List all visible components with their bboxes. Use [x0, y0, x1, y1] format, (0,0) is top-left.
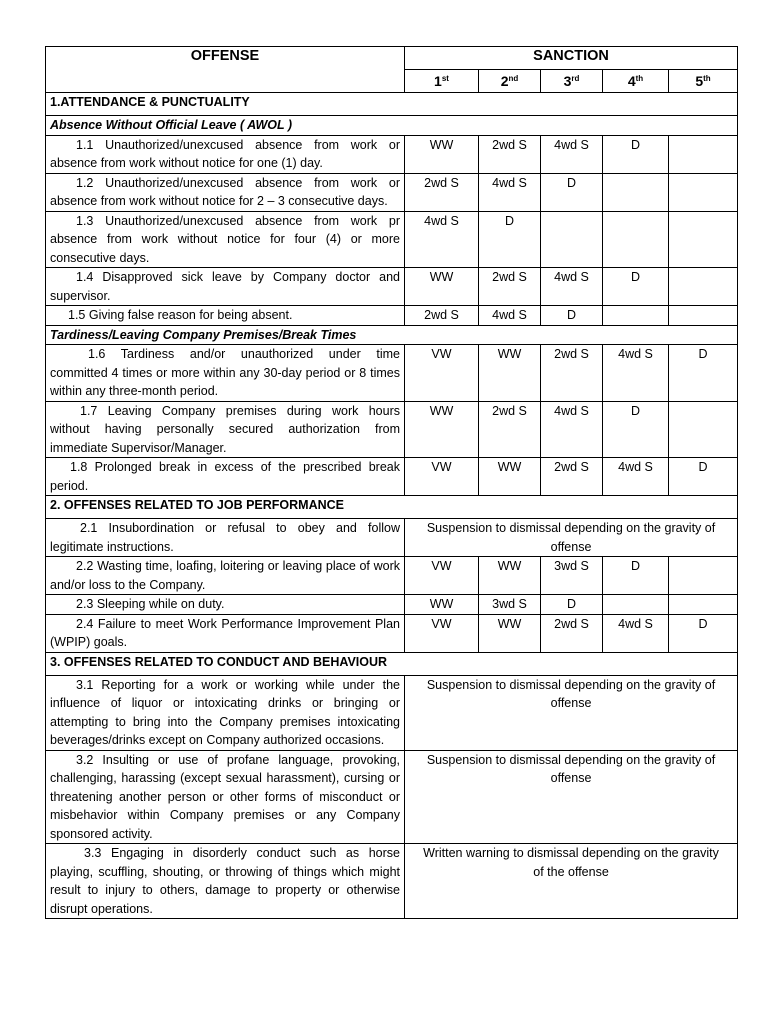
- subsection-row: [46, 325, 738, 345]
- sanction-cell: D: [603, 268, 669, 306]
- sanction-cell: 4wd S: [479, 173, 541, 211]
- sanction-cell: [603, 306, 669, 326]
- sanction-cell: D: [669, 458, 738, 496]
- sanction-cell: D: [603, 135, 669, 173]
- offense-row-2-3: [46, 595, 738, 615]
- merged-sanction-cell: Suspension to dismissal depending on the gravity of offense: [405, 750, 738, 844]
- sanction-cell: D: [669, 345, 738, 402]
- offense-row-3-2: [46, 750, 738, 844]
- sanction-cell: 4wd S: [603, 614, 669, 652]
- sanction-cell: VW: [405, 614, 479, 652]
- sanction-cell: D: [669, 614, 738, 652]
- offense-description: 1.4 Disapproved sick leave by Company doctor and supervisor.: [46, 268, 405, 306]
- sanction-cell: 4wd S: [603, 458, 669, 496]
- sanctions-table: [45, 46, 738, 919]
- sanction-cell: WW: [405, 595, 479, 615]
- offense-description: 2.3 Sleeping while on duty.: [46, 595, 405, 615]
- sanction-cell: D: [603, 401, 669, 458]
- offense-row-2-4: [46, 614, 738, 652]
- offense-description: 3.2 Insulting or use of profane language, provoking, challenging, harassing (except sexual harassment), cursing or threatening another person or other forms of misconduct or misbehavior within Company premises or any Company sponsored activity.: [46, 750, 405, 844]
- sanction-cell: [541, 211, 603, 268]
- offense-description: 2.4 Failure to meet Work Performance Improvement Plan (WPIP) goals.: [46, 614, 405, 652]
- sanction-cell: 4wd S: [479, 306, 541, 326]
- sanction-cell: 2wd S: [479, 135, 541, 173]
- sanction-cell: 2wd S: [479, 401, 541, 458]
- sanction-cell: WW: [479, 614, 541, 652]
- sanction-cell: 3wd S: [479, 595, 541, 615]
- sanction-cell: 3wd S: [541, 557, 603, 595]
- occurrence-2nd: 2nd: [479, 70, 541, 93]
- sanction-cell: 2wd S: [541, 614, 603, 652]
- offense-row-1-5: [46, 306, 738, 326]
- sanction-cell: D: [603, 557, 669, 595]
- sanction-cell: WW: [479, 345, 541, 402]
- occurrence-1st: 1st: [405, 70, 479, 93]
- offense-description: 1.2 Unauthorized/unexcused absence from work or absence from work without notice for 2 – 3 consecutive days.: [46, 173, 405, 211]
- sanction-cell: WW: [405, 135, 479, 173]
- sanction-cell: 2wd S: [541, 345, 603, 402]
- sanction-cell: [669, 306, 738, 326]
- offense-description: 3.3 Engaging in disorderly conduct such as horse playing, scuffling, shouting, or throwing of things which might result to injury to others, damage to property or otherwise disrupt operations.: [46, 844, 405, 919]
- offense-row-1-4: [46, 268, 738, 306]
- sanction-cell: 4wd S: [405, 211, 479, 268]
- sanction-cell: [603, 595, 669, 615]
- offense-row-1-7: [46, 401, 738, 458]
- sanction-cell: D: [541, 173, 603, 211]
- offense-row-1-8: [46, 458, 738, 496]
- sanction-cell: [669, 595, 738, 615]
- sanction-cell: 2wd S: [479, 268, 541, 306]
- sanction-cell: VW: [405, 345, 479, 402]
- subsection-awol: Absence Without Official Leave ( AWOL ): [46, 116, 738, 136]
- sanction-cell: [669, 173, 738, 211]
- offense-description: 1.5 Giving false reason for being absent.: [46, 306, 405, 326]
- section-row: [46, 652, 738, 675]
- sanction-cell: [669, 557, 738, 595]
- header-row: [46, 47, 738, 70]
- merged-sanction-cell: Written warning to dismissal depending on the gravity of the offense: [405, 844, 738, 919]
- subsection-row: [46, 116, 738, 136]
- sanction-cell: 2wd S: [405, 306, 479, 326]
- sanction-cell: 2wd S: [541, 458, 603, 496]
- offense-description: 2.1 Insubordination or refusal to obey and follow legitimate instructions.: [46, 519, 405, 557]
- sanction-cell: [669, 401, 738, 458]
- sanction-cell: [669, 268, 738, 306]
- sanction-cell: [603, 211, 669, 268]
- merged-sanction-cell: Suspension to dismissal depending on the gravity of offense: [405, 519, 738, 557]
- sanction-cell: 2wd S: [405, 173, 479, 211]
- sanction-cell: D: [541, 595, 603, 615]
- sanction-cell: D: [479, 211, 541, 268]
- section-attendance: 1.ATTENDANCE & PUNCTUALITY: [46, 93, 738, 116]
- sanction-cell: 4wd S: [603, 345, 669, 402]
- offense-description: 3.1 Reporting for a work or working while under the influence of liquor or intoxicating drinks or bringing or attempting to bring into the Company premises intoxicating beverages/drinks except on Company authorized occasions.: [46, 675, 405, 750]
- offense-row-3-3: [46, 844, 738, 919]
- offense-description: 1.8 Prolonged break in excess of the prescribed break period.: [46, 458, 405, 496]
- sanction-cell: VW: [405, 557, 479, 595]
- sanction-cell: 4wd S: [541, 268, 603, 306]
- offense-row-2-1: [46, 519, 738, 557]
- offense-header: OFFENSE: [46, 47, 405, 93]
- sanction-header: SANCTION: [405, 47, 738, 70]
- sanction-cell: VW: [405, 458, 479, 496]
- offense-row-3-1: [46, 675, 738, 750]
- sanction-cell: WW: [405, 401, 479, 458]
- offense-description: 1.6 Tardiness and/or unauthorized under time committed 4 times or more within any 30-day period or 8 times within any three-month period.: [46, 345, 405, 402]
- occurrence-4th: 4th: [603, 70, 669, 93]
- occurrence-5th: 5th: [669, 70, 738, 93]
- sanction-cell: [603, 173, 669, 211]
- offense-row-1-6: [46, 345, 738, 402]
- section-row: [46, 93, 738, 116]
- sanction-cell: WW: [479, 458, 541, 496]
- sanction-cell: WW: [479, 557, 541, 595]
- subsection-tardiness: Tardiness/Leaving Company Premises/Break Times: [46, 325, 738, 345]
- sanction-cell: WW: [405, 268, 479, 306]
- sanction-cell: 4wd S: [541, 135, 603, 173]
- section-row: [46, 496, 738, 519]
- section-conduct: 3. OFFENSES RELATED TO CONDUCT AND BEHAVIOUR: [46, 652, 738, 675]
- sanction-cell: 4wd S: [541, 401, 603, 458]
- occurrence-3rd: 3rd: [541, 70, 603, 93]
- section-job-performance: 2. OFFENSES RELATED TO JOB PERFORMANCE: [46, 496, 738, 519]
- offense-description: 2.2 Wasting time, loafing, loitering or leaving place of work and/or loss to the Company.: [46, 557, 405, 595]
- offense-row-1-3: [46, 211, 738, 268]
- offense-row-1-2: [46, 173, 738, 211]
- merged-sanction-cell: Suspension to dismissal depending on the gravity of offense: [405, 675, 738, 750]
- sanction-cell: [669, 211, 738, 268]
- sanction-cell: [669, 135, 738, 173]
- offense-description: 1.7 Leaving Company premises during work hours without having personally secured authorization from immediate Supervisor/Manager.: [46, 401, 405, 458]
- offense-row-2-2: [46, 557, 738, 595]
- offense-row-1-1: [46, 135, 738, 173]
- offense-description: 1.3 Unauthorized/unexcused absence from work pr absence from work without notice for four (4) or more consecutive days.: [46, 211, 405, 268]
- sanction-cell: D: [541, 306, 603, 326]
- offense-description: 1.1 Unauthorized/unexcused absence from work or absence from work without notice for one (1) day.: [46, 135, 405, 173]
